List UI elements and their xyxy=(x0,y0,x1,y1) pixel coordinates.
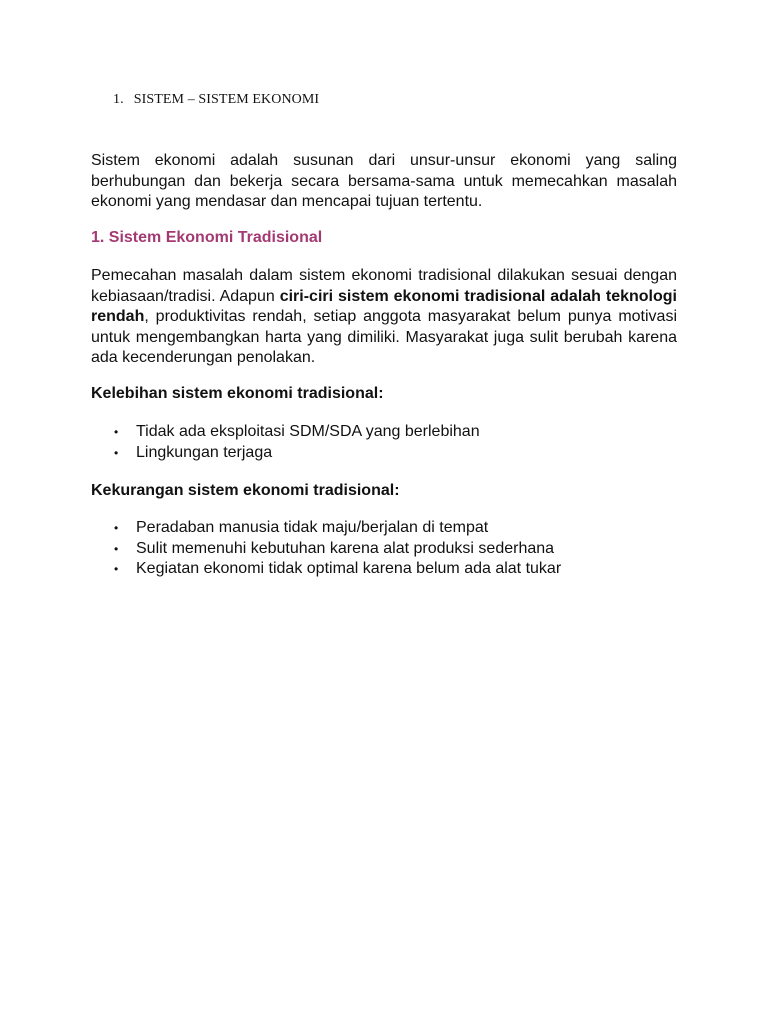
bullet-icon: • xyxy=(114,541,119,556)
list-item: • Peradaban manusia tidak maju/berjalan di tempat xyxy=(91,518,561,539)
heading-number: 1. xyxy=(113,92,124,107)
heading-text: SISTEM – SISTEM EKONOMI xyxy=(133,92,320,107)
list-item: • Tidak ada eksploitasi SDM/SDA yang berlebihan xyxy=(91,422,480,443)
section-title: 1. Sistem Ekonomi Tradisional xyxy=(91,229,323,246)
bullet-icon: • xyxy=(114,521,119,535)
list-item: • Sulit memenuhi kebutuhan karena alat produksi sederhana xyxy=(91,539,561,560)
advantages-heading: Kelebihan sistem ekonomi tradisional: xyxy=(91,385,384,402)
section-paragraph-part1: Pemecahan masalah dalam sistem ekonomi tradisional dilakukan sesuai dengan kebiasaan/tradisi. Adapun xyxy=(91,267,677,305)
section-paragraph xyxy=(91,266,677,369)
disadvantages-list xyxy=(91,518,561,580)
bullet-icon: • xyxy=(114,562,119,576)
document-heading xyxy=(113,92,319,108)
section-paragraph-bold: ciri-ciri sistem ekonomi tradisional adalah teknologi rendah xyxy=(91,287,677,325)
disadvantages-heading: Kekurangan sistem ekonomi tradisional: xyxy=(91,482,400,499)
list-item: • Kegiatan ekonomi tidak optimal karena belum ada alat tukar xyxy=(91,559,561,580)
intro-paragraph: Sistem ekonomi adalah susunan dari unsur-unsur ekonomi yang saling berhubungan dan bekerja secara bersama-sama untuk memecahkan masalah ekonomi yang mendasar dan mencapai tujuan tertentu. xyxy=(91,152,677,210)
section-paragraph-part2: , produktivitas rendah, setiap anggota masyarakat belum punya motivasi untuk mengembangkan harta yang dimiliki. Masyarakat juga sulit berubah karena ada kecenderungan penolakan. xyxy=(91,308,677,366)
bullet-icon: • xyxy=(114,425,119,439)
bullet-icon: • xyxy=(114,445,119,460)
list-item: • Lingkungan terjaga xyxy=(91,443,480,464)
advantages-list xyxy=(91,422,480,463)
